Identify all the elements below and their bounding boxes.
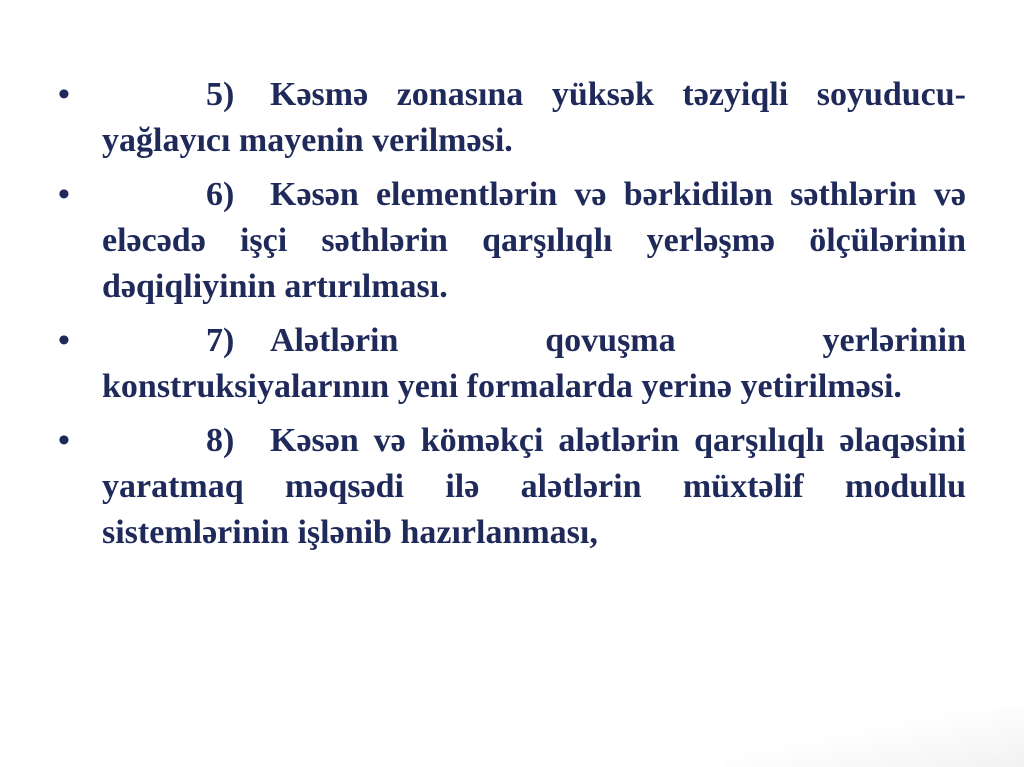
bullet-content: Kəsən elementlərin və bərkidilən səthlərin və eləcədə işçi səthlərin qarşılıqlı yerləşmə ölçülərinin dəqiqliyinin artırılması.: [102, 176, 966, 305]
bullet-text: [102, 318, 966, 410]
bullet-item-6: [58, 172, 966, 310]
bullet-number: 6): [206, 176, 235, 213]
bullet-content: Kəsən və köməkçi alətlərin qarşılıqlı əlaqəsini yaratmaq məqsədi ilə alətlərin müxtəlif modullu sistemlərinin işlənib hazırlanması,: [102, 422, 966, 551]
bullet-text: [102, 72, 966, 164]
bullet-content: Kəsmə zonasına yüksək təzyiqli soyuducu-yağlayıcı mayenin verilməsi.: [102, 76, 966, 159]
bullet-item-8: [58, 418, 966, 556]
bullet-number: 5): [206, 76, 235, 113]
bullet-number: 7): [206, 322, 235, 359]
bullet-item-5: [58, 72, 966, 164]
bullet-marker: •: [58, 422, 70, 459]
bullet-marker: •: [58, 176, 70, 213]
bullet-text: [102, 418, 966, 556]
bullet-content: Alətlərin qovuşma yerlərinin konstruksiyalarının yeni formalarda yerinə yetirilməsi.: [102, 322, 966, 405]
bullet-item-7: [58, 318, 966, 410]
bullet-number: 8): [206, 422, 235, 459]
bullet-marker: •: [58, 322, 70, 359]
bullet-text: [102, 172, 966, 310]
bullet-marker: •: [58, 76, 70, 113]
bullet-list: [58, 72, 966, 564]
